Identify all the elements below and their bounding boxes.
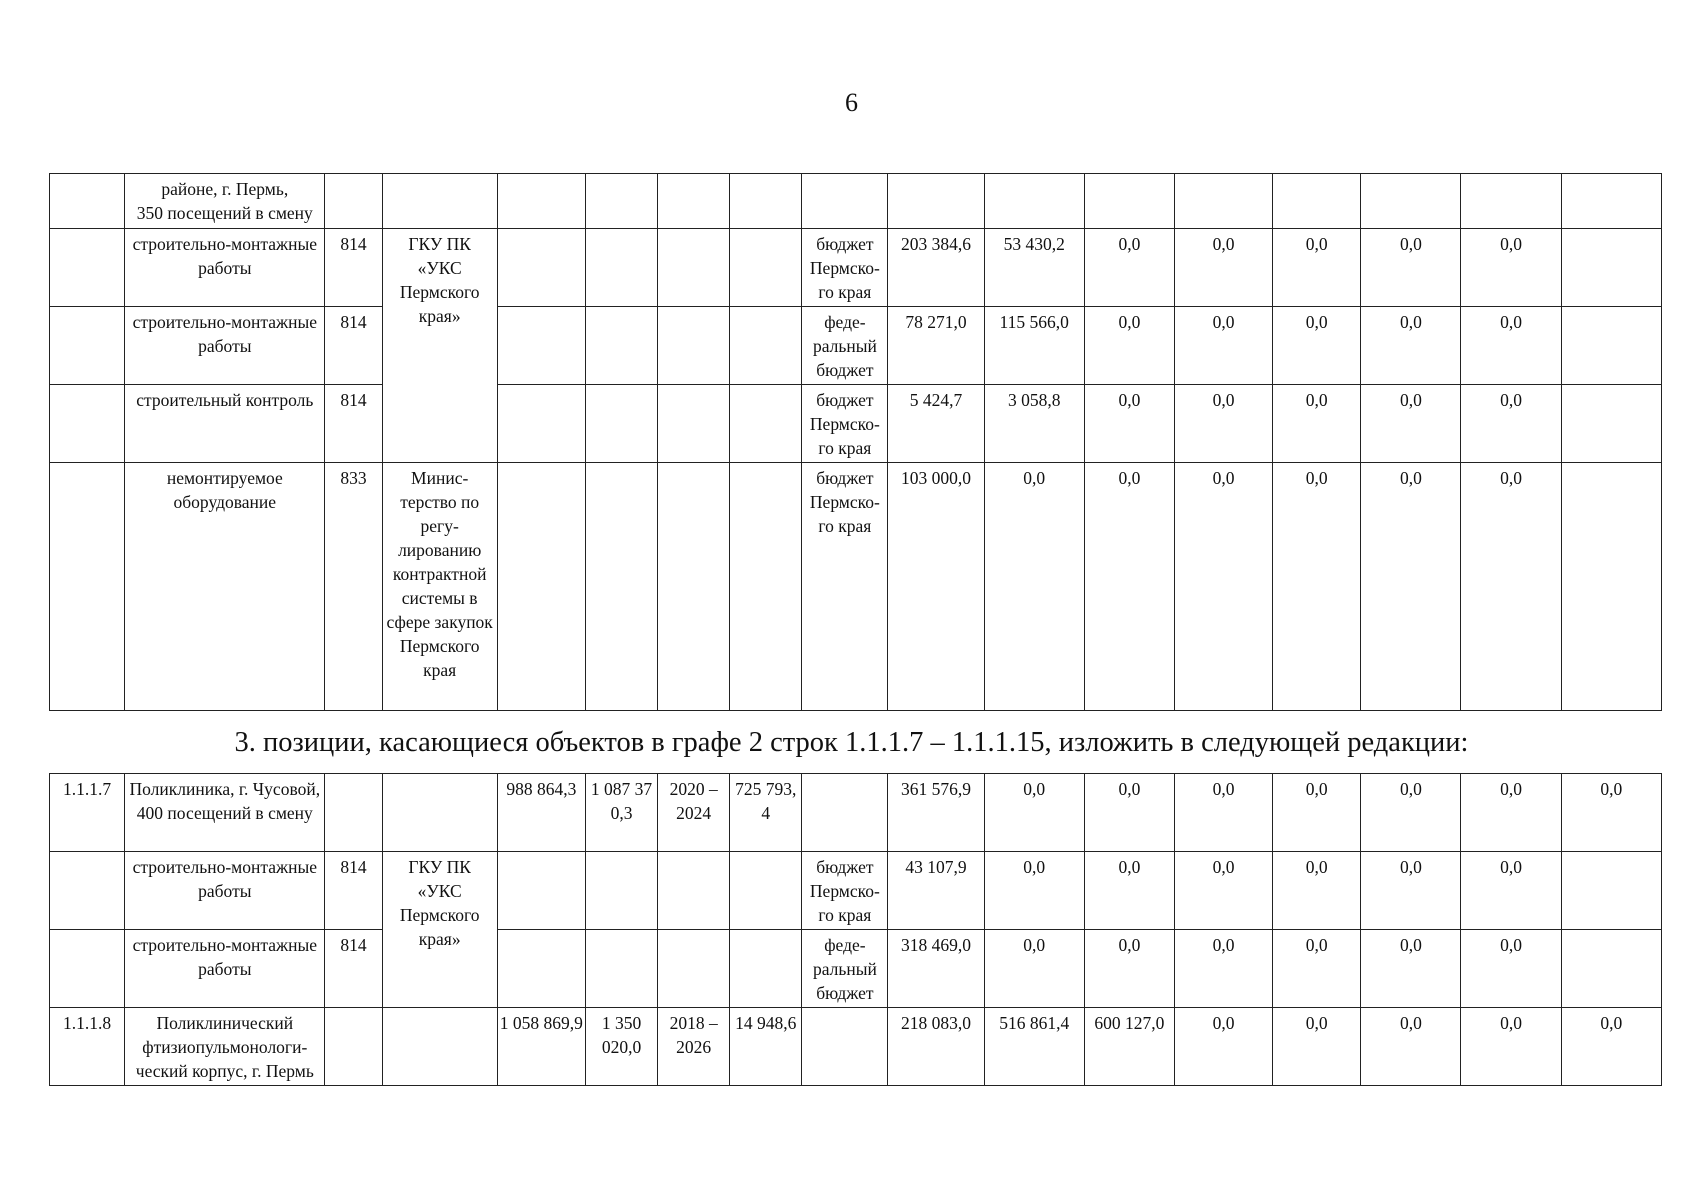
cell (1273, 174, 1361, 229)
cell-value: 14 948,6 (730, 1008, 802, 1086)
cell-value: 0,0 (1461, 307, 1561, 385)
cell (1361, 174, 1461, 229)
cell-code: 814 (325, 307, 382, 385)
cell-value: 0,0 (1361, 852, 1461, 930)
table-row (50, 463, 1662, 711)
cell (658, 307, 730, 385)
cell (585, 385, 657, 463)
cell-num (50, 174, 125, 229)
cell-value: 988 864,3 (497, 774, 585, 852)
cell-object: строительно-монтажные работы (125, 852, 325, 930)
section-heading: 3. позиции, касающиеся объектов в графе 2 строк 1.1.1.7 – 1.1.1.15, изложить в следующей редакции: (234, 727, 1469, 758)
table-row (50, 852, 1662, 930)
cell (658, 229, 730, 307)
cell-value: 218 083,0 (888, 1008, 984, 1086)
cell-value: 0,0 (1174, 1008, 1272, 1086)
cell-value: 0,0 (1361, 229, 1461, 307)
cell-object: Поликлиника, г. Чусовой, 400 посещений в смену (125, 774, 325, 852)
cell (802, 174, 888, 229)
cell-code (325, 1008, 382, 1086)
cell-value: 0,0 (1084, 852, 1174, 930)
cell-value: 0,0 (1461, 774, 1561, 852)
cell-num (50, 385, 125, 463)
cell-value: 0,0 (1174, 774, 1272, 852)
budget-table-continued (49, 173, 1662, 711)
cell-value: 0,0 (984, 930, 1084, 1008)
cell-source (802, 1008, 888, 1086)
cell (497, 385, 585, 463)
cell (585, 930, 657, 1008)
cell-value: 0,0 (1361, 385, 1461, 463)
cell-object: строительно-монтажные работы (125, 307, 325, 385)
cell-value: 318 469,0 (888, 930, 984, 1008)
cell (984, 174, 1084, 229)
cell-value: 115 566,0 (984, 307, 1084, 385)
cell-period: 2020 – 2024 (658, 774, 730, 852)
cell-value: 0,0 (1174, 385, 1272, 463)
cell-value: 0,0 (1273, 463, 1361, 711)
cell-value (1561, 930, 1661, 1008)
cell (497, 463, 585, 711)
cell-value: 0,0 (1273, 852, 1361, 930)
cell-num (50, 930, 125, 1008)
cell-object: Поликлинический фтизиопульмонологи-ческий корпус, г. Пермь (125, 1008, 325, 1086)
page-number: 6 (845, 88, 858, 117)
cell (658, 174, 730, 229)
cell (658, 930, 730, 1008)
cell-source: феде-ральный бюджет (802, 307, 888, 385)
cell-value: 0,0 (1084, 229, 1174, 307)
cell-value: 0,0 (1361, 930, 1461, 1008)
cell-value: 0,0 (1273, 385, 1361, 463)
cell-value (1561, 852, 1661, 930)
table-row (50, 385, 1662, 463)
cell-num: 1.1.1.8 (50, 1008, 125, 1086)
cell-value: 0,0 (1461, 1008, 1561, 1086)
cell-source: бюджет Пермско-го края (802, 229, 888, 307)
cell-customer (382, 174, 497, 229)
cell-value: 0,0 (1273, 930, 1361, 1008)
cell (497, 852, 585, 930)
cell (585, 852, 657, 930)
cell-value: 600 127,0 (1084, 1008, 1174, 1086)
cell-code (325, 774, 382, 852)
cell-value: 1 087 37 0,3 (585, 774, 657, 852)
cell-period: 2018 – 2026 (658, 1008, 730, 1086)
cell-source: бюджет Пермско-го края (802, 385, 888, 463)
cell (1084, 174, 1174, 229)
cell-value: 0,0 (1461, 463, 1561, 711)
cell (497, 229, 585, 307)
cell-value: 0,0 (1084, 930, 1174, 1008)
cell-value: 0,0 (984, 852, 1084, 930)
cell-value: 0,0 (1084, 463, 1174, 711)
cell (730, 229, 802, 307)
cell-value: 0,0 (984, 463, 1084, 711)
cell-value: 0,0 (984, 774, 1084, 852)
cell-value: 0,0 (1561, 1008, 1661, 1086)
cell-value: 3 058,8 (984, 385, 1084, 463)
cell-object-line: районе, г. Пермь, (161, 179, 289, 199)
cell (585, 463, 657, 711)
cell-value: 0,0 (1461, 229, 1561, 307)
cell-num: 1.1.1.7 (50, 774, 125, 852)
cell-value (1561, 307, 1661, 385)
table-row (50, 229, 1662, 307)
cell (1461, 174, 1561, 229)
budget-table-new-edition (49, 773, 1662, 1086)
cell (497, 307, 585, 385)
cell (1174, 174, 1272, 229)
cell (658, 463, 730, 711)
cell (585, 229, 657, 307)
cell-object: немонтируемое оборудование (125, 463, 325, 711)
cell-value: 0,0 (1361, 463, 1461, 711)
cell-object-line: 350 посещений в смену (136, 203, 313, 223)
table-row (50, 774, 1662, 852)
cell-code: 814 (325, 930, 382, 1008)
cell-customer (382, 1008, 497, 1086)
cell (730, 385, 802, 463)
cell (888, 174, 984, 229)
cell-customer (382, 774, 497, 852)
cell-value: 0,0 (1461, 385, 1561, 463)
cell-value: 1 350 020,0 (585, 1008, 657, 1086)
cell (658, 852, 730, 930)
cell (497, 174, 585, 229)
cell (730, 463, 802, 711)
cell-num (50, 307, 125, 385)
cell-value: 103 000,0 (888, 463, 984, 711)
cell (730, 174, 802, 229)
cell (585, 307, 657, 385)
cell (1561, 174, 1661, 229)
cell (730, 930, 802, 1008)
cell-object (125, 174, 325, 229)
cell-value: 0,0 (1273, 307, 1361, 385)
cell-value: 0,0 (1461, 852, 1561, 930)
cell (658, 385, 730, 463)
cell-code: 814 (325, 852, 382, 930)
cell-source: бюджет Пермско-го края (802, 463, 888, 711)
cell-value: 0,0 (1174, 229, 1272, 307)
cell-customer: Минис-терство по регу-лированию контрактной системы в сфере закупок Пермского края (382, 463, 497, 711)
cell-customer: ГКУ ПК «УКС Пермского края» (382, 229, 497, 463)
table-row (50, 930, 1662, 1008)
table-row (50, 1008, 1662, 1086)
cell-code: 814 (325, 229, 382, 307)
cell-value: 0,0 (1174, 307, 1272, 385)
cell-source (802, 774, 888, 852)
cell-num (50, 463, 125, 711)
cell-value: 0,0 (1084, 307, 1174, 385)
cell-object: строительно-монтажные работы (125, 229, 325, 307)
cell-value: 5 424,7 (888, 385, 984, 463)
cell-value (1561, 463, 1661, 711)
cell-value (1561, 385, 1661, 463)
cell-code (325, 174, 382, 229)
cell-value: 516 861,4 (984, 1008, 1084, 1086)
cell-object: строительный контроль (125, 385, 325, 463)
cell-value: 0,0 (1361, 307, 1461, 385)
cell-source: бюджет Пермско-го края (802, 852, 888, 930)
cell-value: 0,0 (1084, 385, 1174, 463)
cell-value: 0,0 (1561, 774, 1661, 852)
cell-value: 0,0 (1273, 774, 1361, 852)
cell (730, 307, 802, 385)
table-row (50, 174, 1662, 229)
cell-value: 53 430,2 (984, 229, 1084, 307)
cell-object: строительно-монтажные работы (125, 930, 325, 1008)
cell-code: 833 (325, 463, 382, 711)
cell-value: 0,0 (1084, 774, 1174, 852)
cell-num (50, 229, 125, 307)
cell-value: 361 576,9 (888, 774, 984, 852)
cell-value: 0,0 (1174, 852, 1272, 930)
cell-num (50, 852, 125, 930)
cell-value: 203 384,6 (888, 229, 984, 307)
cell-value (1561, 229, 1661, 307)
cell-value: 725 793, 4 (730, 774, 802, 852)
cell-value: 78 271,0 (888, 307, 984, 385)
cell (730, 852, 802, 930)
cell-customer: ГКУ ПК «УКС Пермского края» (382, 852, 497, 1008)
cell-value: 0,0 (1273, 229, 1361, 307)
cell-value: 0,0 (1461, 930, 1561, 1008)
cell-value: 1 058 869,9 (497, 1008, 585, 1086)
cell (585, 174, 657, 229)
cell-source: феде-ральный бюджет (802, 930, 888, 1008)
table-row (50, 307, 1662, 385)
cell-value: 0,0 (1174, 930, 1272, 1008)
cell-value: 0,0 (1174, 463, 1272, 711)
cell-value: 0,0 (1273, 1008, 1361, 1086)
cell (497, 930, 585, 1008)
cell-code: 814 (325, 385, 382, 463)
cell-value: 0,0 (1361, 1008, 1461, 1086)
cell-value: 43 107,9 (888, 852, 984, 930)
cell-value: 0,0 (1361, 774, 1461, 852)
